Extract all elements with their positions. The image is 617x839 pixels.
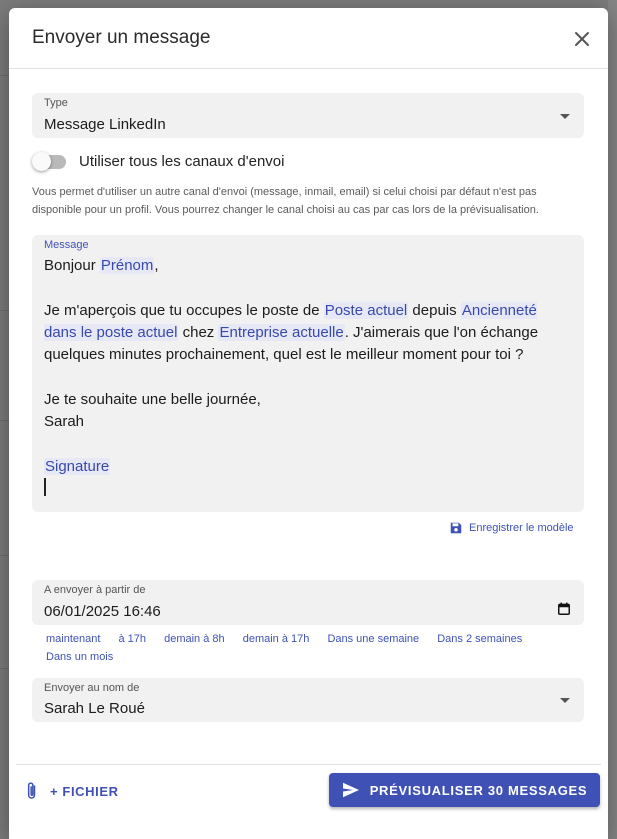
send-message-dialog xyxy=(9,8,608,839)
dialog-header xyxy=(9,8,608,69)
save-template-button[interactable] xyxy=(449,519,574,537)
message-text: . J'aimerais que l'on échange quelques minutes prochainement, quel est le meilleur moment pour toi ? xyxy=(44,323,539,364)
variable-entreprise[interactable]: Entreprise actuelle xyxy=(219,323,344,341)
close-button[interactable] xyxy=(570,27,594,51)
save-icon xyxy=(449,521,463,535)
send-from-datetime-input[interactable] xyxy=(32,580,584,625)
message-text: , xyxy=(154,257,159,274)
variable-prenom[interactable]: Prénom xyxy=(100,257,154,274)
message-label: Message xyxy=(44,239,89,251)
sender-value: Sarah Le Roué xyxy=(44,700,145,717)
message-line: Je te souhaite une belle journée, xyxy=(44,390,261,408)
message-paragraph xyxy=(44,300,570,367)
message-text: depuis xyxy=(408,301,461,319)
message-text: chez xyxy=(178,323,219,341)
attach-file-label: + FICHIER xyxy=(50,783,119,799)
message-blank-line xyxy=(44,277,570,299)
message-line: Sarah xyxy=(44,413,85,431)
sender-select[interactable] xyxy=(32,678,584,722)
message-blank-line xyxy=(44,366,570,388)
send-from-label: A envoyer à partir de xyxy=(44,584,146,596)
variable-signature[interactable]: Signature xyxy=(45,457,110,475)
type-value: Message LinkedIn xyxy=(44,116,166,133)
chevron-down-icon xyxy=(560,698,570,703)
helper-text: Vous permet d'utiliser un autre canal d'envoi (message, inmail, email) si celui choisi par défaut n'est pas disponible pour un profil. Vous pourrez changer le canal choisi au cas par cas lors de la prévisualisation. xyxy=(32,186,539,216)
quick-time-now[interactable]: maintenant xyxy=(46,633,101,645)
toggle-thumb[interactable] xyxy=(32,152,51,171)
quick-time-tomorrow-17h[interactable]: demain à 17h xyxy=(242,633,310,645)
quick-time-tomorrow-8h[interactable]: demain à 8h xyxy=(164,633,225,645)
quick-time-two-weeks[interactable]: Dans 2 semaines xyxy=(437,633,523,645)
preview-messages-button[interactable] xyxy=(329,773,600,807)
message-line xyxy=(44,456,570,478)
message-blank-line xyxy=(44,433,570,455)
close-icon xyxy=(570,27,594,51)
message-text: Je m'aperçois que tu occupes le poste de xyxy=(44,301,324,319)
message-editor[interactable] xyxy=(32,235,584,512)
dialog-footer-divider xyxy=(16,764,601,766)
send-icon xyxy=(342,782,360,798)
quick-time-options xyxy=(46,630,566,666)
message-body[interactable] xyxy=(44,255,570,500)
variable-poste[interactable]: Poste actuel xyxy=(324,301,408,319)
quick-time-17h[interactable]: à 17h xyxy=(118,633,147,645)
dialog-title: Envoyer un message xyxy=(32,27,211,48)
quick-time-one-month[interactable]: Dans un mois xyxy=(46,651,114,663)
all-channels-toggle[interactable] xyxy=(32,152,432,172)
quick-time-one-week[interactable]: Dans une semaine xyxy=(327,633,420,645)
sender-label: Envoyer au nom de xyxy=(44,682,140,694)
send-from-value[interactable]: 06/01/2025 16:46 xyxy=(44,603,161,620)
toggle-label: Utiliser tous les canaux d'envoi xyxy=(79,153,285,170)
save-template-label: Enregistrer le modèle xyxy=(469,522,574,534)
preview-messages-label: PRÉVISUALISER 30 MESSAGES xyxy=(369,782,588,798)
message-line xyxy=(44,478,570,500)
message-line xyxy=(44,255,570,277)
type-select[interactable] xyxy=(32,93,584,138)
chevron-down-icon xyxy=(560,114,570,119)
variable-anciennete[interactable]: Ancienneté dans le poste actuel xyxy=(44,301,537,341)
text-cursor xyxy=(44,478,46,496)
attach-file-button[interactable] xyxy=(24,780,119,802)
calendar-icon[interactable] xyxy=(557,602,571,616)
type-label: Type xyxy=(44,97,68,109)
message-text: Bonjour xyxy=(44,257,100,274)
background-right-edge xyxy=(608,0,617,839)
paperclip-icon xyxy=(24,781,40,801)
